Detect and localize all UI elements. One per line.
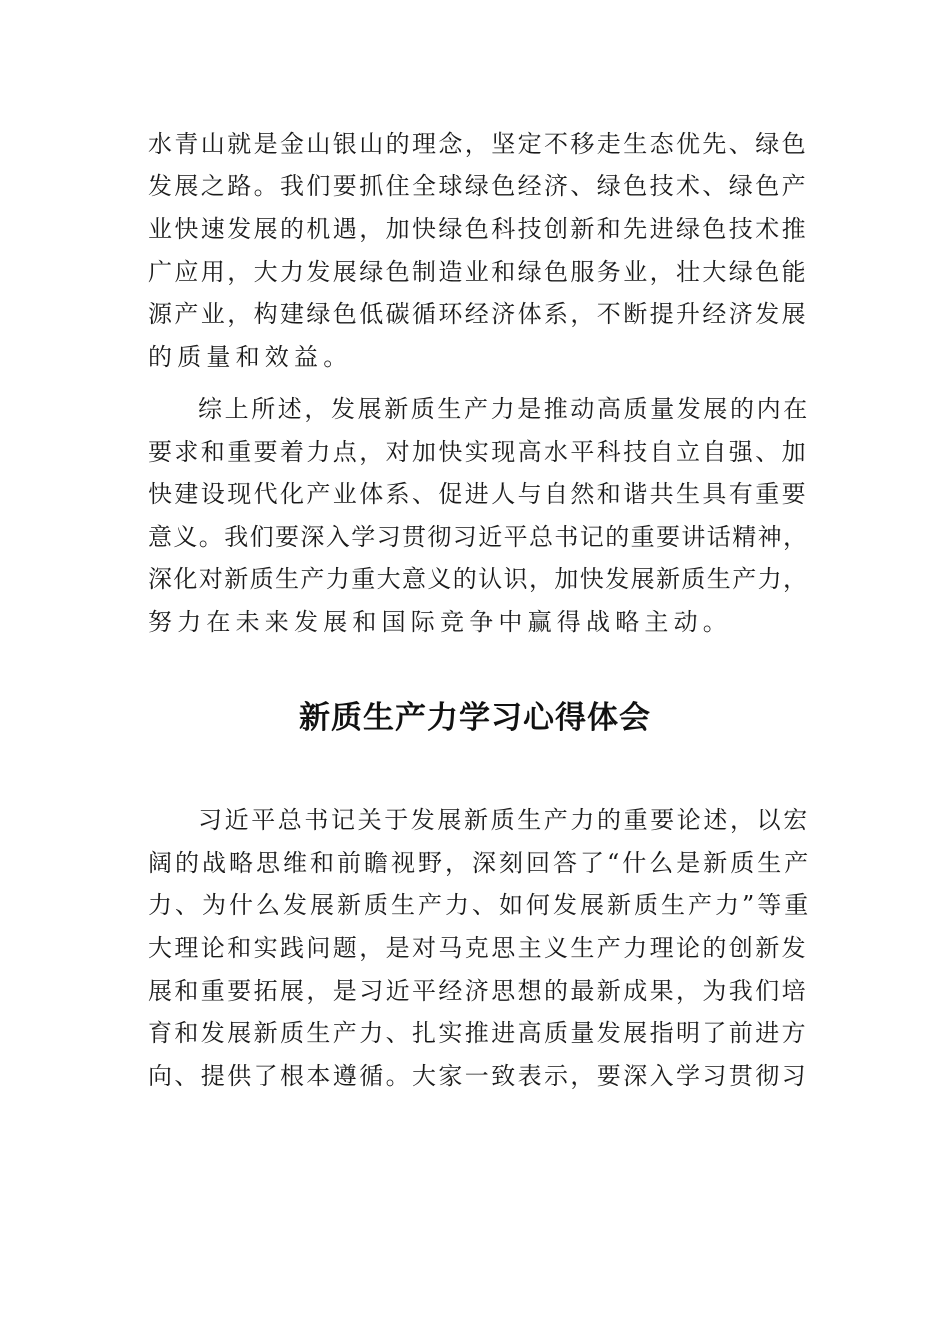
text-line: 发展之路。我们要抓住全球绿色经济、绿色技术、绿色产 <box>148 172 808 200</box>
text-line: 的质量和效益。 <box>148 343 353 371</box>
text-line: 综上所述，发展新质生产力是推动高质量发展的内在 <box>198 395 810 423</box>
text-line: 业快速发展的机遇，加快绿色科技创新和先进绿色技术推 <box>148 215 808 243</box>
text-line: 要求和重要着力点，对加快实现高水平科技自立自强、加 <box>148 438 808 466</box>
text-line: 习近平总书记关于发展新质生产力的重要论述，以宏 <box>198 806 810 834</box>
article-title: 新质生产力学习心得体会 <box>299 700 651 736</box>
text-line: 水青山就是金山银山的理念，坚定不移走生态优先、绿色 <box>148 130 808 158</box>
text-line: 广应用，大力发展绿色制造业和绿色服务业，壮大绿色能 <box>148 258 808 286</box>
text-line: 阔的战略思维和前瞻视野，深刻回答了“什么是新质生产 <box>148 849 812 877</box>
text-line: 源产业，构建绿色低碳循环经济体系，不断提升经济发展 <box>148 300 808 328</box>
text-line: 大理论和实践问题，是对马克思主义生产力理论的创新发 <box>148 934 808 962</box>
text-line: 向、提供了根本遵循。大家一致表示，要深入学习贯彻习 <box>148 1062 808 1090</box>
text-line: 深化对新质生产力重大意义的认识，加快发展新质生产力， <box>148 565 809 593</box>
text-line: 意义。我们要深入学习贯彻习近平总书记的重要讲话精神， <box>148 523 809 551</box>
text-line: 努力在未来发展和国际竞争中赢得战略主动。 <box>148 608 732 636</box>
text-line: 展和重要拓展，是习近平经济思想的最新成果，为我们培 <box>148 977 808 1005</box>
text-line: 育和发展新质生产力、扎实推进高质量发展指明了前进方 <box>148 1019 808 1047</box>
text-line: 力、为什么发展新质生产力、如何发展新质生产力”等重 <box>148 891 812 919</box>
text-line: 快建设现代化产业体系、促进人与自然和谐共生具有重要 <box>148 480 808 508</box>
